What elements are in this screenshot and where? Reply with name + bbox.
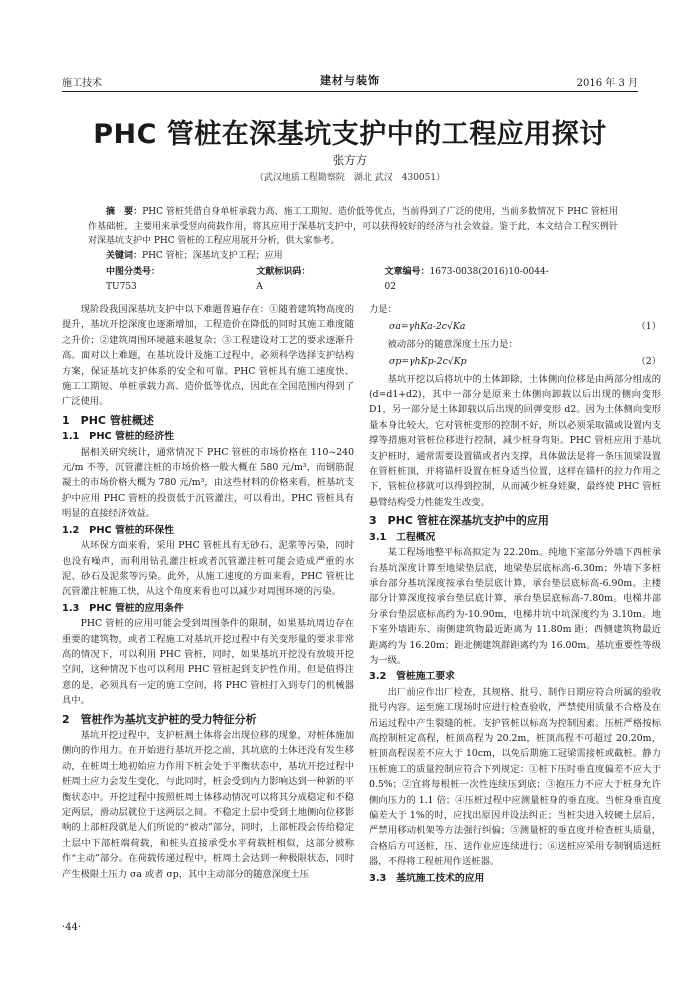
section-1-heading: 1 PHC 管桩概述 — [62, 413, 154, 427]
header-rule — [62, 91, 638, 92]
article-no: 文章编号：1673-0038(2016)10-0044-02 — [384, 267, 549, 292]
header-date: 2016 年 3 月 — [576, 78, 638, 89]
equation-1: σa=γhKa-2c√Ka （1） — [389, 321, 661, 333]
clc: 中图分类号：TU753 — [106, 267, 161, 292]
doc-code: 文献标识码：A — [256, 267, 311, 292]
paragraph: 被动部分的随意深度土压力是： — [387, 338, 518, 350]
abstract-block — [88, 205, 618, 294]
affiliation: （武汉地质工程勘察院 湖北 武汉 430051） — [254, 173, 446, 183]
continuation: 力是： — [369, 304, 397, 315]
section-1-3-heading: 1.3 PHC 管桩的应用条件 — [62, 602, 184, 614]
page-number: ·44· — [62, 922, 82, 933]
paragraph: 据相关研究统计，通常情况下 PHC 管桩的市场价格在 110~240 元/m 不等，沉管灌注桩的市场价格一般大概在 580 元/m³，而钢筋混凝土的市场价格大概为 780 元/m³，由这些材料的价格来看，桩基坑支护中应用 PHC 管桩的投资低于沉管灌注，可以看出，PHC 管桩具有明显的直接经济效益。 — [62, 446, 354, 520]
section-2-heading: 2 管桩作为基坑支护桩的受力特征分析 — [62, 712, 257, 726]
equation-2: σp=γhKp-2c√Kp （2） — [389, 356, 661, 368]
author: 张方方 — [332, 153, 368, 167]
abstract: 摘 要：PHC 管桩凭借自身单桩承载力高、施工工期短、造价低等优点，当前得到了广泛的使用，当前多数情况下 PHC 管桩用作基础桩，主要用来承受竖向荷载作用，将其应用于深基坑支护中，可以获得较好的经济与社会效益。鉴于此，本文结合工程实例针对深基坑支护中 PHC 管桩的工程应用展开分析，供大家参考。 — [88, 207, 618, 246]
left-column — [62, 302, 354, 882]
paragraph: PHC 管桩的应用可能会受到周围条件的限制，如果基坑周边存在重要的建筑物，或者工程施工对基坑开挖过程中有关变形量的要求非常高的情况下，可以利用 PHC 管桩，同时，如果基坑开挖没有放坡开挖空间，这种情况下也可以利用 PHC 管桩起到支护性作用，但是值得注意的是，必须具有一定的施工空间，将 PHC 管桩打入到专门的机械器具中。 — [62, 618, 354, 707]
section-3-2-heading: 3.2 管桩施工要求 — [369, 671, 455, 683]
paragraph: 基坑开挖过程中，支护桩测土体将会出现位移的现象，对桩体施加侧向的作用力。在开始进行基坑开挖之前，其坑底的土体还没有发生移动，在桩周土地初始应力作用下桩会处于平衡状态中，基坑开挖过程中桩周土应力会发生变化，与此同时，桩会受到内力影响达到一种新的平衡状态中。开挖过程中按照桩周土体移动情况可以将其分成稳定和不稳定两层，滑动层就位于这两层之间。不稳定土层中受到土地侧向位移影响的上部桩段就是人们所说的“被动”部分，同时，上部桩段会传给稳定土层中下部桩端荷载，和桩头直接承受水平荷载桩相似，这部分被称作“主动”部分。在荷载传递过程中，桩周土会达到一种极限状态，同时产生极限土压力 σa 或者 σp，其中主动部分的随意深度土压 — [62, 729, 354, 880]
paragraph: 基坑开挖以后将坑中的土体卸除，土体侧向位移是由两部分组成的(d=d1+d2)，其中一部分是原来土体侧向卸载以后出现的侧向变形 D1，另一部分是土体卸载以后出现的回弹变形 d2。因为土体侧向变形量本身比较大，它对管桩变形的控制不好，所以必须采取锚或设置内支撑等措施对管桩位移进行控制，减少桩身弯矩。PHC 管桩应用于基坑支护桩时，通常需要设置锚或者内支撑，具体做法是将一条压顶梁设置在管桩桩顶，并将锚杆设置在桩身适当位置，这样在锚杆的拉力作用之下，管桩位移就可以得到控制，从而减少桩身娃聚，最终使 PHC 管桩悬臂结构受力性能发生改变。 — [369, 373, 661, 508]
paper-title: PHC 管桩在深基坑支护中的工程应用探讨 — [93, 119, 607, 150]
section-3-heading: 3 PHC 管桩在深基坑支护中的应用 — [369, 514, 549, 528]
section-1-1-heading: 1.1 PHC 管桩的经济性 — [62, 431, 174, 443]
header-journal: 建材与装饰 — [320, 74, 380, 87]
keywords: 关键词：PHC 管桩；深基坑支护工程；应用 — [106, 250, 283, 261]
section-1-2-heading: 1.2 PHC 管桩的环保性 — [62, 524, 174, 536]
paragraph: 从环保方面来看，采用 PHC 管桩具有无砂石、泥浆等污染，同时也没有噪声，而利用钻孔灌注桩或者沉管灌注桩可能会造成严重的水泥、砂石及泥浆等污染。此外，从施工速度的方面来看，PHC 管桩比沉管灌注桩施工快，从这个角度来看也可以减少对周围环境的污染。 — [62, 540, 354, 598]
running-header — [62, 70, 638, 88]
section-3-3-heading: 3.3 基坑施工技术的应用 — [369, 872, 485, 884]
paragraph: 某工程场地整平标高拟定为 22.20m。纯地下室部分外墙下西桩承台基坑深度计算至地梁垫层底，地梁垫层底标高-6.30m；外墙下多桩承台部分基坑深度按承台垫层底计算，承台垫层底标高-6.90m。主楼部分计算深度按承台垫层底计算，承台垫层底标高-7.80m。电梯井部分承台垫层底标高约为-10.90m，电梯井坑中坑深度约为 3.10m。地下室外墙距东、南侧建筑物最近距离为 11.80m 距；西侧建筑物最近距离约为 16.20m；距北侧建筑群距离约为 16.00m。基坑重要性等级为一级。 — [369, 547, 661, 666]
section-3-1-heading: 3.1 工程概况 — [369, 531, 436, 543]
classification-line — [88, 265, 618, 294]
paragraph: 出厂前应作出厂检查，其规格、批号、制作日期应符合所属的验收批号内容。运至施工现场时应进行检查验收，严禁使用质量不合格及在吊运过程中产生裂缝的桩。支护管桩以标高为控制因素。压桩严格按标高控制桩定高程，桩顶高程为 20.2m，桩顶高程不可超过 20.20m，桩顶高程误差不应大于 10cm，以免后期施工冠梁需接桩或截桩。静力压桩施工的质量控制应符合下列规定：①桩下压时垂直度偏差不应大于 0.5%；②宜将每根桩一次性连续压到底；③抱压力不应大于桩身允许侧向压力的 1.1 倍；④压桩过程中应测量桩身的垂直度。当桩身垂直度偏差大于 1%的时，应找出原因并设法纠正；当桩尖进入较硬土层后，严禁用移动机架等方法强行纠偏；⑤测量桩的垂直度并检查桩头质量，合格后方可送桩，压、送作业应连续进行；⑥送桩应采用专制钢质送桩器，不得将工程桩用作送桩器。 — [369, 686, 661, 868]
right-column — [369, 302, 661, 886]
header-section: 施工技术 — [62, 78, 102, 89]
intro-paragraph: 现阶段我国深基坑支护中以下难题普遍存在：①随着建筑物高度的提升，基坑开挖深度也逐渐增加，工程造价在降低的同时其施工难度随之升价；②建筑周围环境越来越复杂；③工程建设对工艺的要求逐渐升高。面对以上难题，在基坑设计及施工过程中，必须科学选择支护结构方案，保证基坑支护体系的安全和可靠。PHC 管桩具有施工速度快、施工工期短、单桩承载力高、造价低等优点，因此在全国范围内得到了广泛使用。 — [62, 304, 354, 408]
